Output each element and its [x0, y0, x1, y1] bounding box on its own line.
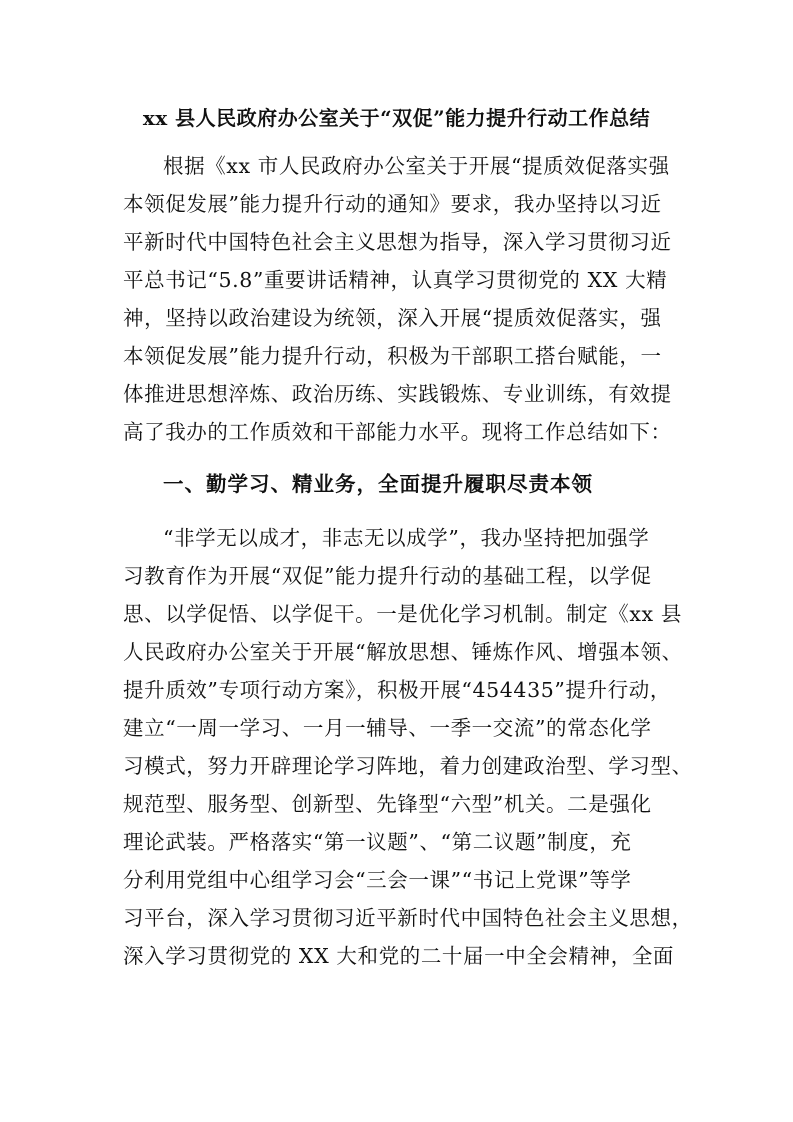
intro-line-4: 平总书记“5.8”重要讲话精神，认真学习贯彻党的 XX 大精 [123, 268, 668, 292]
intro-line-5: 神，坚持以政治建设为统领，深入开展“提质效促落实，强 [123, 306, 662, 330]
section-1-line-5: 提升质效”专项行动方案》，积极开展“454435”提升行动， [123, 678, 671, 702]
section-1-line-11: 习平台，深入学习贯彻习近平新时代中国特色社会主义思想， [123, 906, 693, 930]
intro-line-3: 平新时代中国特色社会主义思想为指导，深入学习贯彻习近 [123, 230, 672, 254]
intro-line-6: 本领促发展”能力提升行动，积极为干部职工搭台赋能，一 [123, 344, 662, 368]
section-1-line-8: 规范型、服务型、创新型、先锋型“六型”机关。二是强化 [123, 792, 652, 816]
section-1-heading: 一、勤学习、精业务，全面提升履职尽责本领 [163, 472, 593, 496]
intro-line-8: 高了我办的工作质效和干部能力水平。现将工作总结如下： [123, 420, 672, 444]
section-1-line-6: 建立“一周一学习、一月一辅导、一季一交流”的常态化学 [123, 716, 652, 740]
intro-line-1: 根据《xx 市人民政府办公室关于开展“提质效促落实强 [163, 154, 670, 178]
section-1-line-7: 习模式，努力开辟理论学习阵地，着力创建政治型、学习型、 [123, 754, 693, 778]
section-1-line-12: 深入学习贯彻党的 XX 大和党的二十届一中全会精神，全面 [123, 944, 675, 968]
intro-line-7: 体推进思想淬炼、政治历练、实践锻炼、专业训练，有效提 [123, 382, 672, 406]
section-1-line-1: “非学无以成才，非志无以成学”，我办坚持把加强学 [163, 526, 650, 550]
section-1-line-2: 习教育作为开展“双促”能力提升行动的基础工程，以学促 [123, 564, 652, 588]
section-1-line-4: 人民政府办公室关于开展“解放思想、锤炼作风、增强本领、 [123, 640, 683, 664]
document-title: xx 县人民政府办公室关于“双促”能力提升行动工作总结 [142, 106, 651, 130]
section-1-line-10: 分利用党组中心组学习会“三会一课”“书记上党课”等学 [123, 868, 632, 892]
section-1-line-3: 思、以学促悟、以学促干。一是优化学习机制。制定《xx 县 [123, 602, 682, 626]
intro-line-2: 本领促发展”能力提升行动的通知》要求，我办坚持以习近 [123, 192, 662, 216]
section-1-line-9: 理论武装。严格落实“第一议题”、“第二议题”制度，充 [123, 830, 632, 854]
